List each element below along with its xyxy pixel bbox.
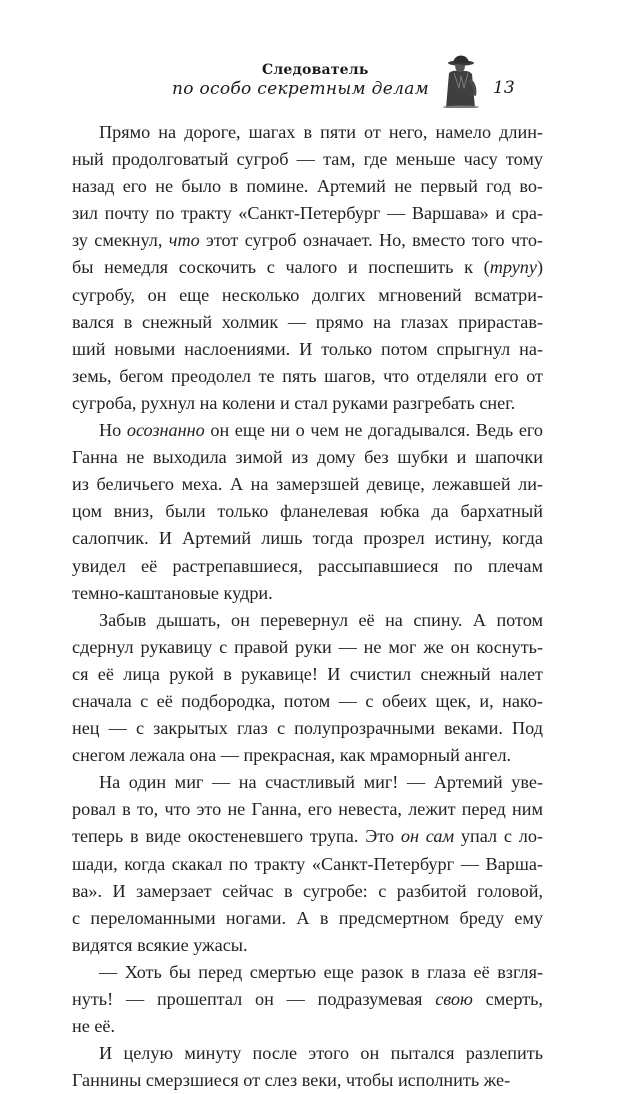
text-run: ) xyxy=(536,257,543,278)
text-run: зу смекнул, xyxy=(72,230,169,251)
text-run: Ганна не выходила зимой из дому без шубки и шапочки xyxy=(72,447,543,468)
running-header xyxy=(0,0,618,110)
text-line xyxy=(72,851,543,878)
text-run: вался в снежный холмик — прямо на глазах прирастав- xyxy=(72,311,543,332)
text-run: снегом лежала она — прекрасная, как мраморный ангел. xyxy=(72,745,512,766)
text-line xyxy=(72,309,543,336)
italic-text: он сам xyxy=(400,826,455,847)
text-run: шади, когда скакал по тракту «Санкт-Петербург — Варша- xyxy=(72,853,543,874)
text-line xyxy=(72,553,543,580)
text-line xyxy=(72,661,543,688)
text-run: из беличьего меха. А на замерзшей девице, лежавшей ли- xyxy=(72,474,543,495)
text-line xyxy=(72,200,543,227)
text-run: бы немедля соскочить с чалого и поспешить к ( xyxy=(72,257,490,278)
text-line xyxy=(72,498,543,525)
text-line xyxy=(72,878,543,905)
text-run: этот сугроб означает. Но, вместо того что- xyxy=(199,230,543,251)
text-line xyxy=(72,146,543,173)
text-line xyxy=(72,959,543,986)
detective-silhouette-icon xyxy=(440,54,484,108)
text-run: Забыв дышать, он перевернул её на спину. А потом xyxy=(99,609,543,630)
text-line xyxy=(72,905,543,932)
text-run: смерть, xyxy=(472,989,543,1009)
text-run: нец — с закрытых глаз с полупрозрачными веками. Под xyxy=(72,718,543,739)
text-run: он еще ни о чем не догадывался. Ведь его xyxy=(204,420,543,441)
text-line xyxy=(72,715,543,742)
text-run: сугробу, он еще несколько долгих мгновений всматри- xyxy=(72,284,543,305)
italic-text: что xyxy=(168,230,200,251)
text-line xyxy=(72,119,543,146)
text-line xyxy=(72,173,543,200)
text-line xyxy=(72,444,543,471)
text-run: сдернул рукавицу с правой руки — не мог же он коснуть- xyxy=(72,636,543,657)
text-line xyxy=(72,1013,543,1040)
text-line xyxy=(72,471,543,498)
text-run: салопчик. И Артемий лишь тогда прозрел истину, когда xyxy=(72,528,543,549)
text-run: На один миг — на счастливый миг! — Артемий уве- xyxy=(99,772,543,793)
text-line xyxy=(72,390,543,417)
text-run: — Хоть бы перед смертью еще разок в глаза её взгля- xyxy=(99,961,543,982)
text-run: нуть! — прошептал он — подразумевая xyxy=(72,989,436,1009)
text-line xyxy=(72,769,543,796)
text-run: не её. xyxy=(72,1016,116,1037)
text-run: ный продолговатый сугроб — там, где меньше часу тому xyxy=(72,149,543,170)
text-run: назад его не было в помине. Артемий не первый год во- xyxy=(72,176,543,197)
text-line xyxy=(72,932,543,959)
text-run: с переломанными ногами. А в предсмертном бреду ему xyxy=(72,907,543,928)
text-line xyxy=(72,417,543,444)
text-run: зил почту по тракту «Санкт-Петербург — Варшава» и сра- xyxy=(72,203,543,224)
text-run: сначала с её подбородка, потом — с обеих щек, и, нако- xyxy=(72,690,543,711)
series-title: Следователь xyxy=(262,62,369,78)
italic-text: осознанно xyxy=(126,420,205,441)
text-run: цом вниз, были только фланелевая юбка да бархатный xyxy=(72,501,543,522)
text-line xyxy=(72,634,543,661)
text-run: Ганнины смерзшиеся от слез веки, чтобы исполнить же- xyxy=(72,1070,511,1091)
text-run: ва». И замерзает сейчас в сугробе: с разбитой головой, xyxy=(72,880,543,901)
text-run: Но xyxy=(99,420,127,441)
italic-text: свою xyxy=(435,989,473,1009)
text-run: ровал в то, что это не Ганна, его невеста, лежит перед ним xyxy=(72,799,543,820)
text-line xyxy=(72,688,543,715)
text-run: теперь в виде окостеневшего трупа. Это xyxy=(72,826,401,847)
text-run: земь, бегом преодолел те пять шагов, что отделяли его от xyxy=(72,365,543,386)
text-run: увидел её растрепавшиеся, рассыпавшиеся по плечам xyxy=(72,555,543,576)
text-line xyxy=(72,796,543,823)
text-line xyxy=(72,580,543,607)
text-line xyxy=(72,254,543,281)
text-line xyxy=(72,336,543,363)
text-run: ся её лица рукой в рукавице! И счистил снежный налет xyxy=(72,663,543,684)
text-run: сугроба, рухнул на колени и стал руками разгребать снег. xyxy=(72,392,516,413)
text-line xyxy=(72,1067,543,1094)
text-line xyxy=(72,1040,543,1067)
text-line xyxy=(72,227,543,254)
text-run: Прямо на дороге, шагах в пяти от него, намело длин- xyxy=(99,122,543,142)
text-line xyxy=(72,823,543,850)
text-run: упал с ло- xyxy=(454,826,543,847)
body-text xyxy=(72,119,543,1094)
text-line xyxy=(72,525,543,552)
text-run: И целую минуту после этого он пытался разлепить xyxy=(99,1043,543,1064)
page-number: 13 xyxy=(493,78,515,98)
text-line xyxy=(72,282,543,309)
italic-text: трупу xyxy=(489,257,537,278)
series-subtitle: по особо секретным делам xyxy=(172,79,430,99)
text-line xyxy=(72,607,543,634)
text-run: темно-каштановые кудри. xyxy=(72,582,273,603)
text-line xyxy=(72,742,543,769)
text-line xyxy=(72,363,543,390)
text-run: ший новыми наслоениями. И только потом спрыгнул на- xyxy=(72,338,543,359)
text-run: видятся всякие ужасы. xyxy=(72,934,248,955)
